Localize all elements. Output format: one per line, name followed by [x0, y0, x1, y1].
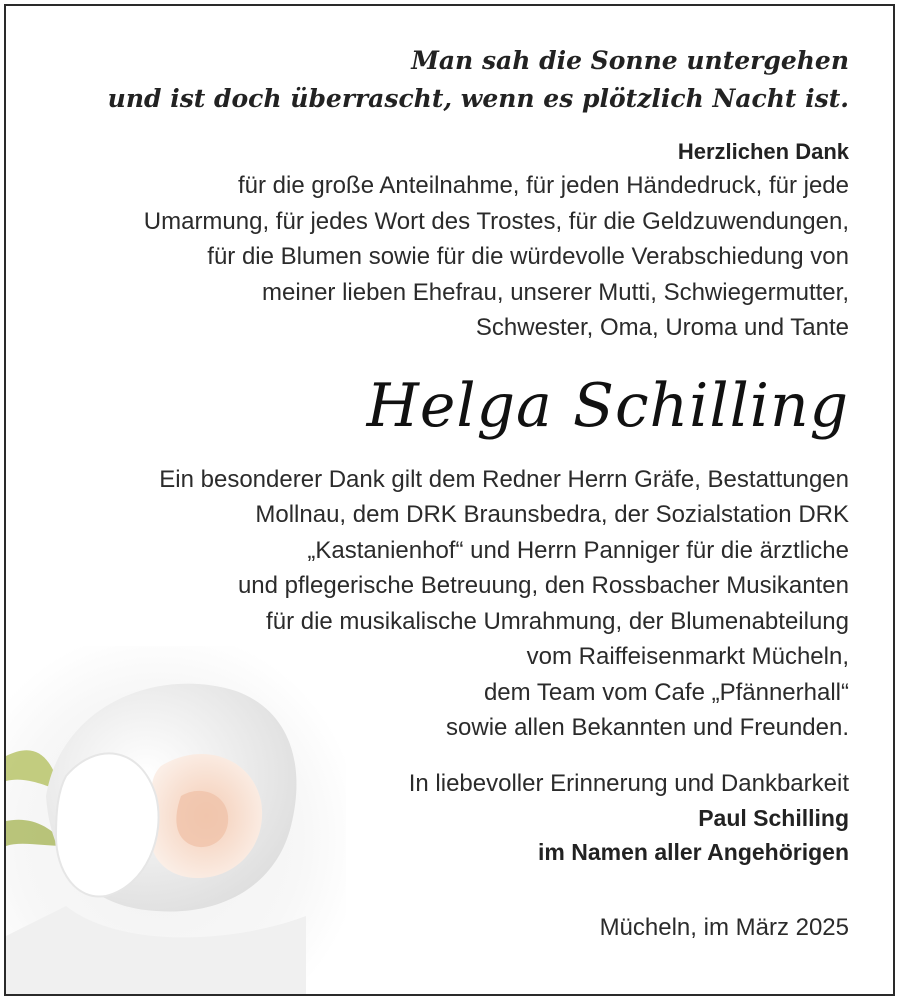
- special-thanks-paragraph: [29, 462, 849, 746]
- paragraph-line: Umarmung, für jedes Wort des Trostes, für die Geldzuwendungen,: [143, 207, 849, 235]
- signer-on-behalf: im Namen aller Angehörigen: [538, 839, 849, 865]
- paragraph-line: für die musikalische Umrahmung, der Blumenabteilung: [266, 607, 849, 635]
- paragraph-line: sowie allen Bekannten und Freunden.: [446, 714, 849, 741]
- obituary-text: [29, 42, 849, 945]
- paragraph-line: meiner lieben Ehefrau, unserer Mutti, Schwiegermutter,: [262, 278, 849, 306]
- thanks-heading: Herzlichen Dank: [677, 139, 849, 164]
- place-date: Mücheln, im März 2025: [599, 914, 849, 941]
- signer-name: Paul Schilling: [698, 805, 849, 831]
- quote-line: Man sah die Sonne untergehen: [411, 46, 849, 75]
- deceased-name: Helga Schilling: [366, 370, 849, 441]
- paragraph-line: und pflegerische Betreuung, den Rossbacher Musikanten: [237, 572, 849, 599]
- quote-line: und ist doch überrascht, wenn es plötzlich Nacht ist.: [107, 84, 849, 113]
- paragraph-line: für die Blumen sowie für die würdevolle Verabschiedung von: [207, 243, 849, 270]
- obituary-card: [4, 4, 895, 996]
- paragraph-line: Schwester, Oma, Uroma und Tante: [475, 314, 849, 341]
- paragraph-line: „Kastanienhof“ und Herrn Panniger für die ärztliche: [307, 536, 849, 564]
- memorial-quote: [29, 42, 849, 118]
- paragraph-line: Ein besonderer Dank gilt dem Redner Herrn Gräfe, Bestattungen: [159, 465, 849, 493]
- paragraph-line: vom Raiffeisenmarkt Mücheln,: [526, 643, 849, 670]
- paragraph-line: Mollnau, dem DRK Braunsbedra, der Sozialstation DRK: [255, 501, 849, 528]
- closing-line: In liebevoller Erinnerung und Dankbarkeit: [408, 769, 849, 797]
- paragraph-line: für die große Anteilnahme, für jeden Händedruck, für jede: [237, 172, 849, 199]
- thanks-paragraph: [29, 168, 849, 346]
- paragraph-line: dem Team vom Cafe „Pfännerhall“: [483, 678, 849, 706]
